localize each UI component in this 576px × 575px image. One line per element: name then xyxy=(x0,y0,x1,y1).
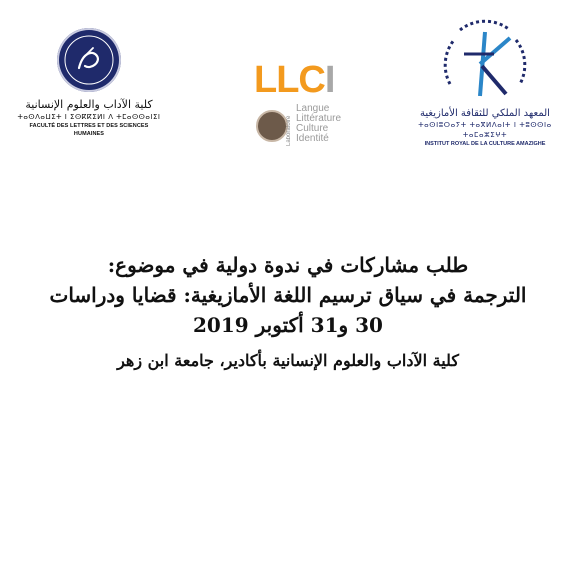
ircam-k-icon xyxy=(430,14,540,104)
laboratory-badge-icon xyxy=(256,110,288,142)
ircam-name-french: INSTITUT ROYAL DE LA CULTURE AMAZIGHE xyxy=(424,141,546,147)
ircam-name-arabic: المعهد الملكي للثقافة الأمازيغية xyxy=(420,108,550,119)
faculty-logo xyxy=(14,28,164,138)
faculty-name-french: FACULTÉ DES LETTRES ET DES SCIENCES HUMAINES xyxy=(29,123,149,137)
llci-acronym: LLCI xyxy=(254,59,335,101)
ircam-name-tifinagh: ⵜⴰⵙⵏⵓⵔⴰⵢⵜ ⵜⴰⴳⵍⴷⴰⵏⵜ ⵏ ⵜⵓⵙⵙⵏⴰ ⵜⴰⵎⴰⵣⵉⵖⵜ xyxy=(418,121,552,139)
faculty-name-tifinagh: ⵜⴰⵙⴷⴰⵡⵉⵜ ⵏ ⵉⵙⴽⴽⵉⵍⵏ ⴷ ⵜⵎⴰⵙⵙⴰⵏⵉⵏ xyxy=(17,113,161,121)
llci-vertical-label: Laboratoire xyxy=(286,115,292,146)
llci-lines xyxy=(296,104,341,144)
llci-line: Langue xyxy=(296,103,330,114)
llci-logo xyxy=(250,60,360,150)
faculty-name-arabic: كلية الآداب والعلوم الإنسانية xyxy=(25,98,153,111)
llci-line: Littérature xyxy=(296,113,342,124)
announcement xyxy=(20,250,556,376)
llci-line: Identité xyxy=(296,133,329,144)
llci-line: Culture xyxy=(296,123,329,134)
call-for-papers-heading: طلب مشاركات في ندوة دولية في موضوع: xyxy=(107,253,469,277)
logos-header xyxy=(0,0,576,160)
conference-venue: كلية الآداب والعلوم الإنسانية بأكادير، جامعة ابن زهر xyxy=(117,351,459,370)
conference-dates: 30 و31 أكتوبر 2019 xyxy=(193,313,383,337)
ircam-logo xyxy=(410,14,560,148)
ircam-emblem xyxy=(430,14,540,104)
conference-theme: الترجمة في سياق ترسيم اللغة الأمازيغية: قضايا ودراسات xyxy=(49,283,527,307)
faculty-seal-icon xyxy=(57,28,121,92)
